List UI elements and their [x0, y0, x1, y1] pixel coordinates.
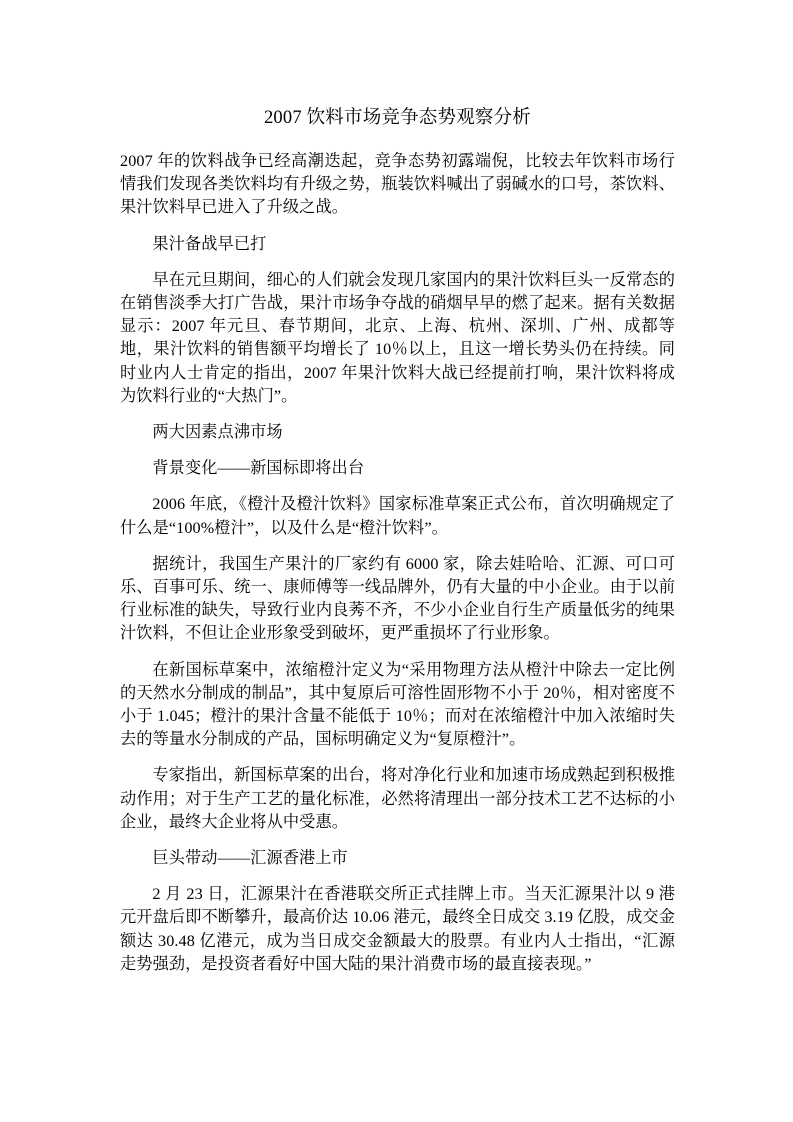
body-paragraph: 据统计，我国生产果汁的厂家约有 6000 家，除去娃哈哈、汇源、可口可乐、百事可乐、统一、康师傅等一线品牌外，仍有大量的中小企业。由于以前行业标准的缺失，导致行业内良莠不齐，不少小企业自行生产质量低劣的纯果汁饮料，不但让企业形象受到破坏，更严重损坏了行业形象。	[120, 554, 675, 643]
body-paragraph: 2 月 23 日，汇源果汁在香港联交所正式挂牌上市。当天汇源果汁以 9 港元开盘后即不断攀升，最高价达 10.06 港元，最终全日成交 3.19 亿股，成交金额达 30.48 亿港元，成为当日成交金额最大的股票。有业内人士指出，“汇源走势强劲，是投资者看好中国大陆的果汁消费市场的最直接表现。”	[120, 885, 675, 973]
body-paragraph: 在新国标草案中，浓缩橙汁定义为“采用物理方法从橙汁中除去一定比例的天然水分制成的制品”，其中复原后可溶性固形物不小于 20％，相对密度不小于 1.045；橙汁的果汁含量不能低于 10％；而对在浓缩橙汁中加入浓缩时失去的等量水分制成的产品，国标明确定义为“复原橙汁”。	[120, 660, 675, 749]
body-paragraph: 早在元旦期间，细心的人们就会发现几家国内的果汁饮料巨头一反常态的在销售淡季大打广告战，果汁市场争夺战的硝烟早早的燃了起来。据有关数据显示：2007 年元旦、春节期间，北京、上海、杭州、深圳、广州、成都等地，果汁饮料的销售额平均增长了 10％以上，且这一增长势头仍在持续。同时业内人士肯定的指出，2007 年果汁饮料大战已经提前打响，果汁饮料将成为饮料行业的“大热门”。	[120, 270, 675, 405]
body-paragraph: 专家指出，新国标草案的出台，将对净化行业和加速市场成熟起到积极推动作用；对于生产工艺的量化标准，必然将清理出一部分技术工艺不达标的小企业，最终大企业将从中受惠。	[120, 766, 675, 831]
body-paragraph: 2007 年的饮料战争已经高潮迭起，竞争态势初露端倪，比较去年饮料市场行情我们发现各类饮料均有升级之势，瓶装饮料喊出了弱碱水的口号，茶饮料、果汁饮料早已进入了升级之战。	[120, 152, 675, 217]
body-paragraph: 2006 年底，《橙汁及橙汁饮料》国家标准草案正式公布，首次明确规定了什么是“100%橙汁”，以及什么是“橙汁饮料”。	[120, 495, 675, 537]
document-body	[120, 150, 675, 976]
section-heading: 背景变化——新国标即将出台	[152, 459, 365, 478]
section-heading: 果汁备战早已打	[152, 234, 267, 253]
page-title: 2007 饮料市场竞争态势观察分析	[263, 108, 532, 128]
section-heading: 巨头带动——汇源香港上市	[152, 849, 348, 868]
section-heading: 两大因素点沸市场	[152, 423, 283, 442]
